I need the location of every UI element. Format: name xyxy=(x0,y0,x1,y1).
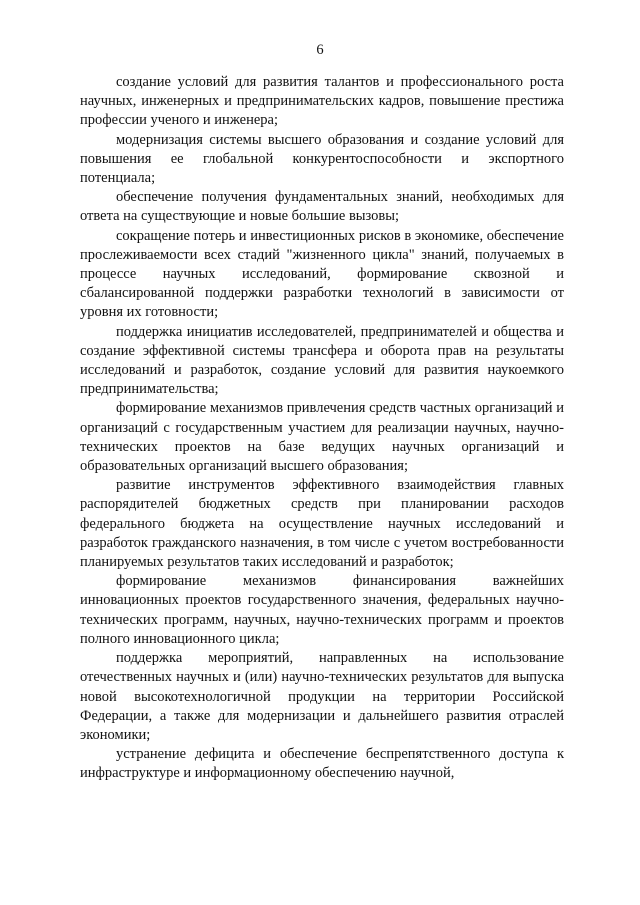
paragraph-higher-education: модернизация системы высшего образования и создание условий для повышения ее глобальной конкурентоспособности и экспортного потенциала; xyxy=(80,131,564,187)
paragraph-private-funding: формирование механизмов привлечения средств частных организаций и организаций с государственным участием для реализации научных, научно-технических проектов на базе ведущих научных организаций и образовательных организаций высшего образования; xyxy=(80,400,564,475)
paragraph-researcher-initiatives: поддержка инициатив исследователей, предпринимателей и общества и создание эффективной системы трансфера и оборота прав на результаты исследований и разработок, создание условий для развития наукоемкого предпринимательства; xyxy=(80,323,564,398)
paragraph-fundamental-knowledge: обеспечение получения фундаментальных знаний, необходимых для ответа на существующие и новые большие вызовы; xyxy=(80,189,564,225)
document-body xyxy=(80,73,564,784)
page-number: 6 xyxy=(316,42,324,58)
paragraph-talent-development: создание условий для развития талантов и профессионального роста научных, инженерных и предпринимательских кадров, повышение престижа профессии ученого и инженера; xyxy=(80,74,564,129)
paragraph-risk-reduction: сокращение потерь и инвестиционных рисков в экономике, обеспечение прослеживаемости всех стадий "жизненного цикла" знаний, получаемых в процессе научных исследований, формирование сквозной и сбалансированной поддержки разработки технологий в зависимости от уровня их готовности; xyxy=(80,227,564,321)
paragraph-project-financing: формирование механизмов финансирования важнейших инновационных проектов государственного значения, федеральных научно-технических программ, научных, научно-технических программ и проектов полного инновационного цикла; xyxy=(80,573,564,647)
paragraph-infrastructure-access: устранение дефицита и обеспечение беспрепятственного доступа к инфраструктуре и информационному обеспечению научной, xyxy=(80,746,564,782)
paragraph-budget-interaction: развитие инструментов эффективного взаимодействия главных распорядителей бюджетных средств при планировании расходов федерального бюджета на осуществление научных исследований и разработок гражданского назначения, в том числе с учетом востребованности планируемых результатов таких исследований и разработок; xyxy=(80,477,564,571)
paragraph-domestic-results: поддержка мероприятий, направленных на использование отечественных научных и (или) научно-технических результатов для выпуска новой высокотехнологичной продукции на территории Российской Федерации, а также для модернизации и дальнейшего развития отраслей экономики; xyxy=(80,650,564,743)
